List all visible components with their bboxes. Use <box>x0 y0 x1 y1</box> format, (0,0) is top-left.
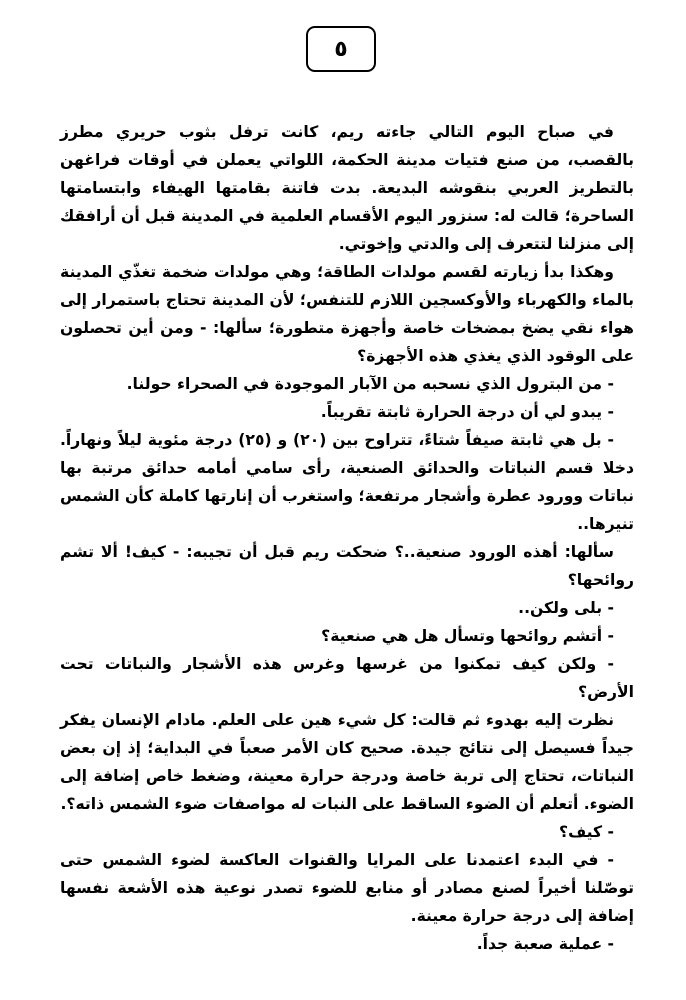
paragraph-4: نظرت إليه بهدوء ثم قالت: كل شيء هين على العلم. مادام الإنسان يفكر جيداً فسيصل إلى نتائج جيدة. صحيح كان الأمر صعباً في البداية؛ إذ إن بعض النباتات، تحتاج إلى تربة خاصة ودرجة حرارة معينة، وضغط خاص إضافة إلى الضوء. أتعلم أن الضوء الساقط على النبات له مواصفات ضوء الشمس ذاته؟. <box>60 711 634 813</box>
dialogue-line-2: - يبدو لي أن درجة الحرارة ثابتة تقريباً. <box>320 403 614 421</box>
dialogue-line-3: سألها: أهذه الورود صنعية..؟ ضحكت ريم قبل أن تجيبه: - كيف! ألا تشم روائحها؟ <box>60 543 634 589</box>
story-text <box>60 118 634 958</box>
paragraph-1: في صباح اليوم التالي جاءته ريم، كانت ترفل بثوب حريري مطرز بالقصب، من صنع فتيات مدينة الحكمة، اللواتي يعملن في أوقات فراغهن بالتطريز العربي بنقوشه البديعة. بدت فاتنة بقامتها الهيفاء وابتسامتها الساحرة؛ قالت له: سنزور اليوم الأقسام العلمية في المدينة قبل أن أرافقك إلى منزلنا لتتعرف إلى والدتي وإخوتي. <box>60 123 634 253</box>
dialogue-line-4: - بلى ولكن.. <box>518 599 614 617</box>
dialogue-line-1: - من البترول الذي نسحبه من الآبار الموجودة في الصحراء حولنا. <box>126 375 614 393</box>
dialogue-line-5: - أتشم روائحها وتسأل هل هي صنعية؟ <box>321 627 614 645</box>
dialogue-line-8: - عملية صعبة جداً. <box>476 935 614 953</box>
dialogue-line-7: - كيف؟ <box>559 823 614 841</box>
dialogue-line-6: - ولكن كيف تمكنوا من غرسها وغرس هذه الأشجار والنباتات تحت الأرض؟ <box>60 655 634 701</box>
paragraph-5: - في البدء اعتمدنا على المرايا والقنوات العاكسة لضوء الشمس حتى توصّلنا أخيراً لصنع مصادر أو منابع للضوء تصدر نوعية هذه الأشعة نفسها إضافة إلى درجة حرارة معينة. <box>60 851 634 925</box>
page-number-box <box>306 26 376 72</box>
page-number: ٥ <box>334 36 348 62</box>
paragraph-3: - بل هي ثابتة صيفاً شتاءً، تتراوح بين (٢٠) و (٢٥) درجة مئوية ليلاً ونهاراً. دخلا قسم النباتات والحدائق الصنعية، رأى سامي أمامه حدائق مرتبة بها نباتات وورود عطرة وأشجار مرتفعة؛ واستغرب أن إنارتها كاملة كأن الشمس تنيرها.. <box>60 431 634 533</box>
paragraph-2: وهكذا بدأ زيارته لقسم مولدات الطاقة؛ وهي مولدات ضخمة تغذّي المدينة بالماء والكهرباء والأوكسجين اللازم للتنفس؛ لأن المدينة تحتاج باستمرار إلى هواء نقي يضخ بمضخات خاصة وأجهزة متطورة؛ سألها: - ومن أين تحصلون على الوقود الذي يغذي هذه الأجهزة؟ <box>60 263 634 365</box>
